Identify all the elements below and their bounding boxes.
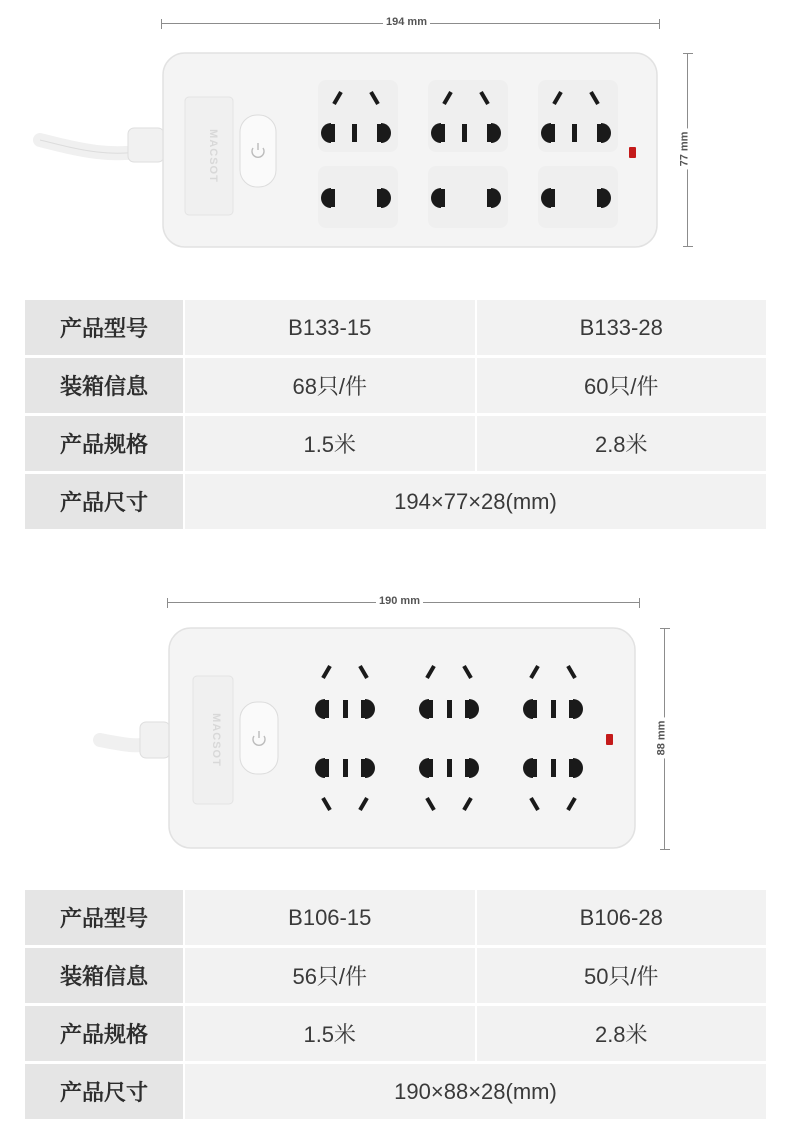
indicator-light-icon: [629, 147, 636, 158]
length-right: 2.8米: [477, 1006, 767, 1061]
size-value: 190×88×28(mm): [185, 1064, 766, 1119]
row-label: 装箱信息: [25, 358, 183, 413]
row-label: 产品型号: [25, 300, 183, 355]
row-label: 产品尺寸: [25, 1064, 183, 1119]
power-strip-image: [0, 580, 790, 870]
width-dimension-label: 194 mm: [383, 16, 430, 28]
packing-left: 68只/件: [185, 358, 475, 413]
socket-top-2: [428, 80, 508, 152]
size-value: 194×77×28(mm): [185, 474, 766, 529]
row-label: 产品规格: [25, 1006, 183, 1061]
socket-bottom-2: [428, 166, 508, 228]
product-section-2: [0, 580, 790, 1140]
model-right: B133-28: [477, 300, 767, 355]
packing-right: 50只/件: [477, 948, 767, 1003]
model-left: B106-15: [185, 890, 475, 945]
table-row: [25, 474, 766, 529]
indicator-light-icon: [606, 734, 613, 745]
packing-left: 56只/件: [185, 948, 475, 1003]
brand-logo: MACSOT: [210, 713, 222, 767]
socket-bottom-3: [538, 166, 618, 228]
spec-table-1: [25, 300, 766, 529]
table-row: [25, 358, 766, 413]
row-label: 装箱信息: [25, 948, 183, 1003]
product-section-1: [0, 0, 790, 540]
length-left: 1.5米: [185, 416, 475, 471]
height-dimension-label: 77 mm: [678, 129, 690, 170]
length-left: 1.5米: [185, 1006, 475, 1061]
packing-right: 60只/件: [477, 358, 767, 413]
spec-table-2: [25, 890, 766, 1119]
table-row: [25, 1064, 766, 1119]
row-label: 产品尺寸: [25, 474, 183, 529]
model-right: B106-28: [477, 890, 767, 945]
brand-logo: MACSOT: [207, 129, 219, 183]
strip-body: [169, 628, 635, 848]
height-dimension-label: 88 mm: [655, 718, 667, 759]
table-row: [25, 948, 766, 1003]
table-row: [25, 890, 766, 945]
width-dimension-label: 190 mm: [376, 595, 423, 607]
socket-top-3: [538, 80, 618, 152]
length-right: 2.8米: [477, 416, 767, 471]
socket-bottom-1: [318, 166, 398, 228]
row-label: 产品规格: [25, 416, 183, 471]
row-label: 产品型号: [25, 890, 183, 945]
model-left: B133-15: [185, 300, 475, 355]
power-switch: [240, 115, 276, 187]
socket-top-1: [318, 80, 398, 152]
table-row: [25, 1006, 766, 1061]
power-strip-image: [0, 0, 790, 270]
table-row: [25, 300, 766, 355]
table-row: [25, 416, 766, 471]
